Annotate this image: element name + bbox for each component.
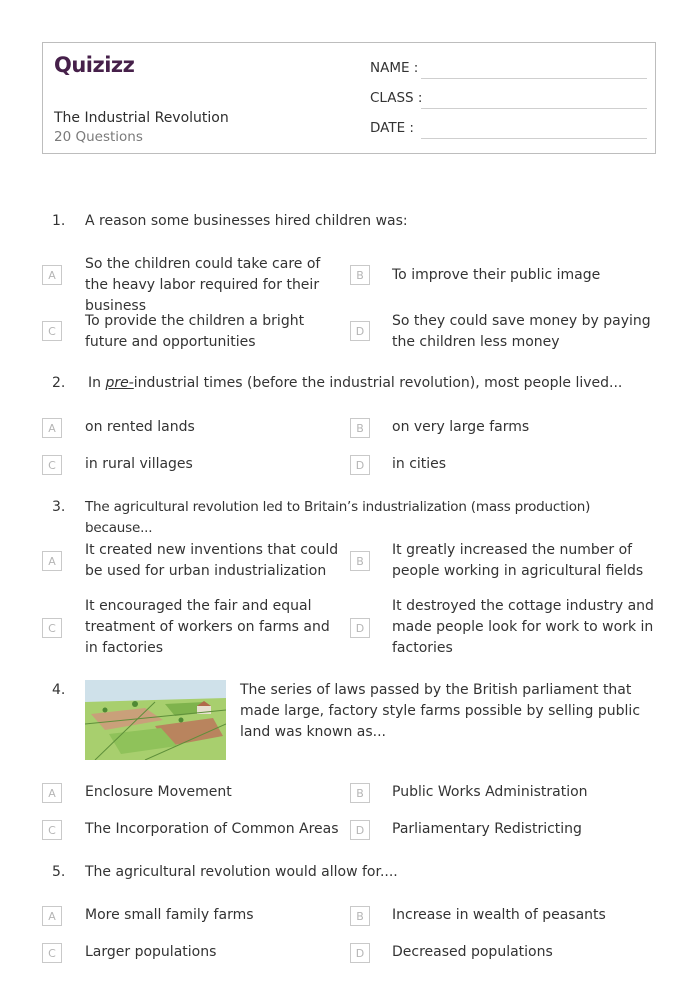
option-letter-box: D <box>350 820 370 840</box>
farm-landscape-image <box>85 680 226 760</box>
option-letter-box: B <box>350 551 370 571</box>
question-number: 4. <box>52 682 66 698</box>
question-number: 1. <box>52 213 66 229</box>
option-letter-box: A <box>42 265 62 285</box>
question-text <box>88 373 663 394</box>
option-text: To improve their public image <box>392 267 601 283</box>
option-text: Public Works Administration <box>392 784 588 800</box>
name-line <box>421 78 647 79</box>
option-letter-box: A <box>42 418 62 438</box>
option-letter-box: D <box>350 321 370 341</box>
option-text: To provide the children a bright future and opportunities <box>85 313 305 350</box>
question-number: 2. <box>52 375 66 391</box>
option-text: Parliamentary Redistricting <box>392 821 582 837</box>
option-letter-box: C <box>42 618 62 638</box>
emphasized-prefix: pre- <box>105 375 134 391</box>
question-text-part: industrial times (before the industrial revolution), most people lived... <box>133 375 623 391</box>
option-letter-box: D <box>350 455 370 475</box>
option-text: So they could save money by paying the children less money <box>392 313 651 350</box>
class-line <box>421 108 647 109</box>
quizizz-logo: Quizizz <box>54 53 135 77</box>
option-letter-box: B <box>350 783 370 803</box>
option-letter-box: C <box>42 321 62 341</box>
question-number: 5. <box>52 864 66 880</box>
option-text: It encouraged the fair and equal treatment of workers on farms and in factories <box>85 598 330 656</box>
worksheet-header <box>42 42 656 154</box>
question-text-part: In <box>88 375 106 391</box>
option-letter-box: C <box>42 820 62 840</box>
option-letter-box: B <box>350 265 370 285</box>
option-letter-box: C <box>42 943 62 963</box>
option-text: It destroyed the cottage industry and made people look for work to work in factories <box>392 598 654 656</box>
option-text: on very large farms <box>392 419 530 435</box>
question-number: 3. <box>52 499 66 515</box>
option-text: Enclosure Movement <box>85 784 232 800</box>
option-letter-box: B <box>350 418 370 438</box>
option-letter-box: A <box>42 906 62 926</box>
option-text: in rural villages <box>85 456 193 472</box>
option-text: So the children could take care of the heavy labor required for their business <box>85 256 321 314</box>
date-label: DATE : <box>370 120 414 136</box>
question-count: 20 Questions <box>54 129 143 145</box>
option-text: More small family farms <box>85 907 254 923</box>
question-text: The series of laws passed by the British parliament that made large, factory style farms possible by selling public land was known as... <box>240 682 641 740</box>
worksheet-title: The Industrial Revolution <box>54 110 229 126</box>
option-letter-box: D <box>350 618 370 638</box>
option-text: Increase in wealth of peasants <box>392 907 606 923</box>
option-text: in cities <box>392 456 447 472</box>
option-letter-box: A <box>42 551 62 571</box>
option-letter-box: C <box>42 455 62 475</box>
option-letter-box: D <box>350 943 370 963</box>
option-text: The Incorporation of Common Areas <box>85 821 339 837</box>
name-label: NAME : <box>370 60 419 76</box>
option-letter-box: B <box>350 906 370 926</box>
option-text: on rented lands <box>85 419 195 435</box>
date-line <box>421 138 647 139</box>
question-text: The agricultural revolution led to Britain’s industrialization (mass production) because... <box>85 499 591 536</box>
class-label: CLASS : <box>370 90 423 106</box>
option-text: Larger populations <box>85 944 217 960</box>
question-text: A reason some businesses hired children was: <box>85 213 408 229</box>
option-text: It greatly increased the number of people working in agricultural fields <box>392 542 644 579</box>
option-text: It created new inventions that could be used for urban industrialization <box>85 542 339 579</box>
question-text: The agricultural revolution would allow for.... <box>85 864 398 880</box>
option-text: Decreased populations <box>392 944 553 960</box>
option-letter-box: A <box>42 783 62 803</box>
